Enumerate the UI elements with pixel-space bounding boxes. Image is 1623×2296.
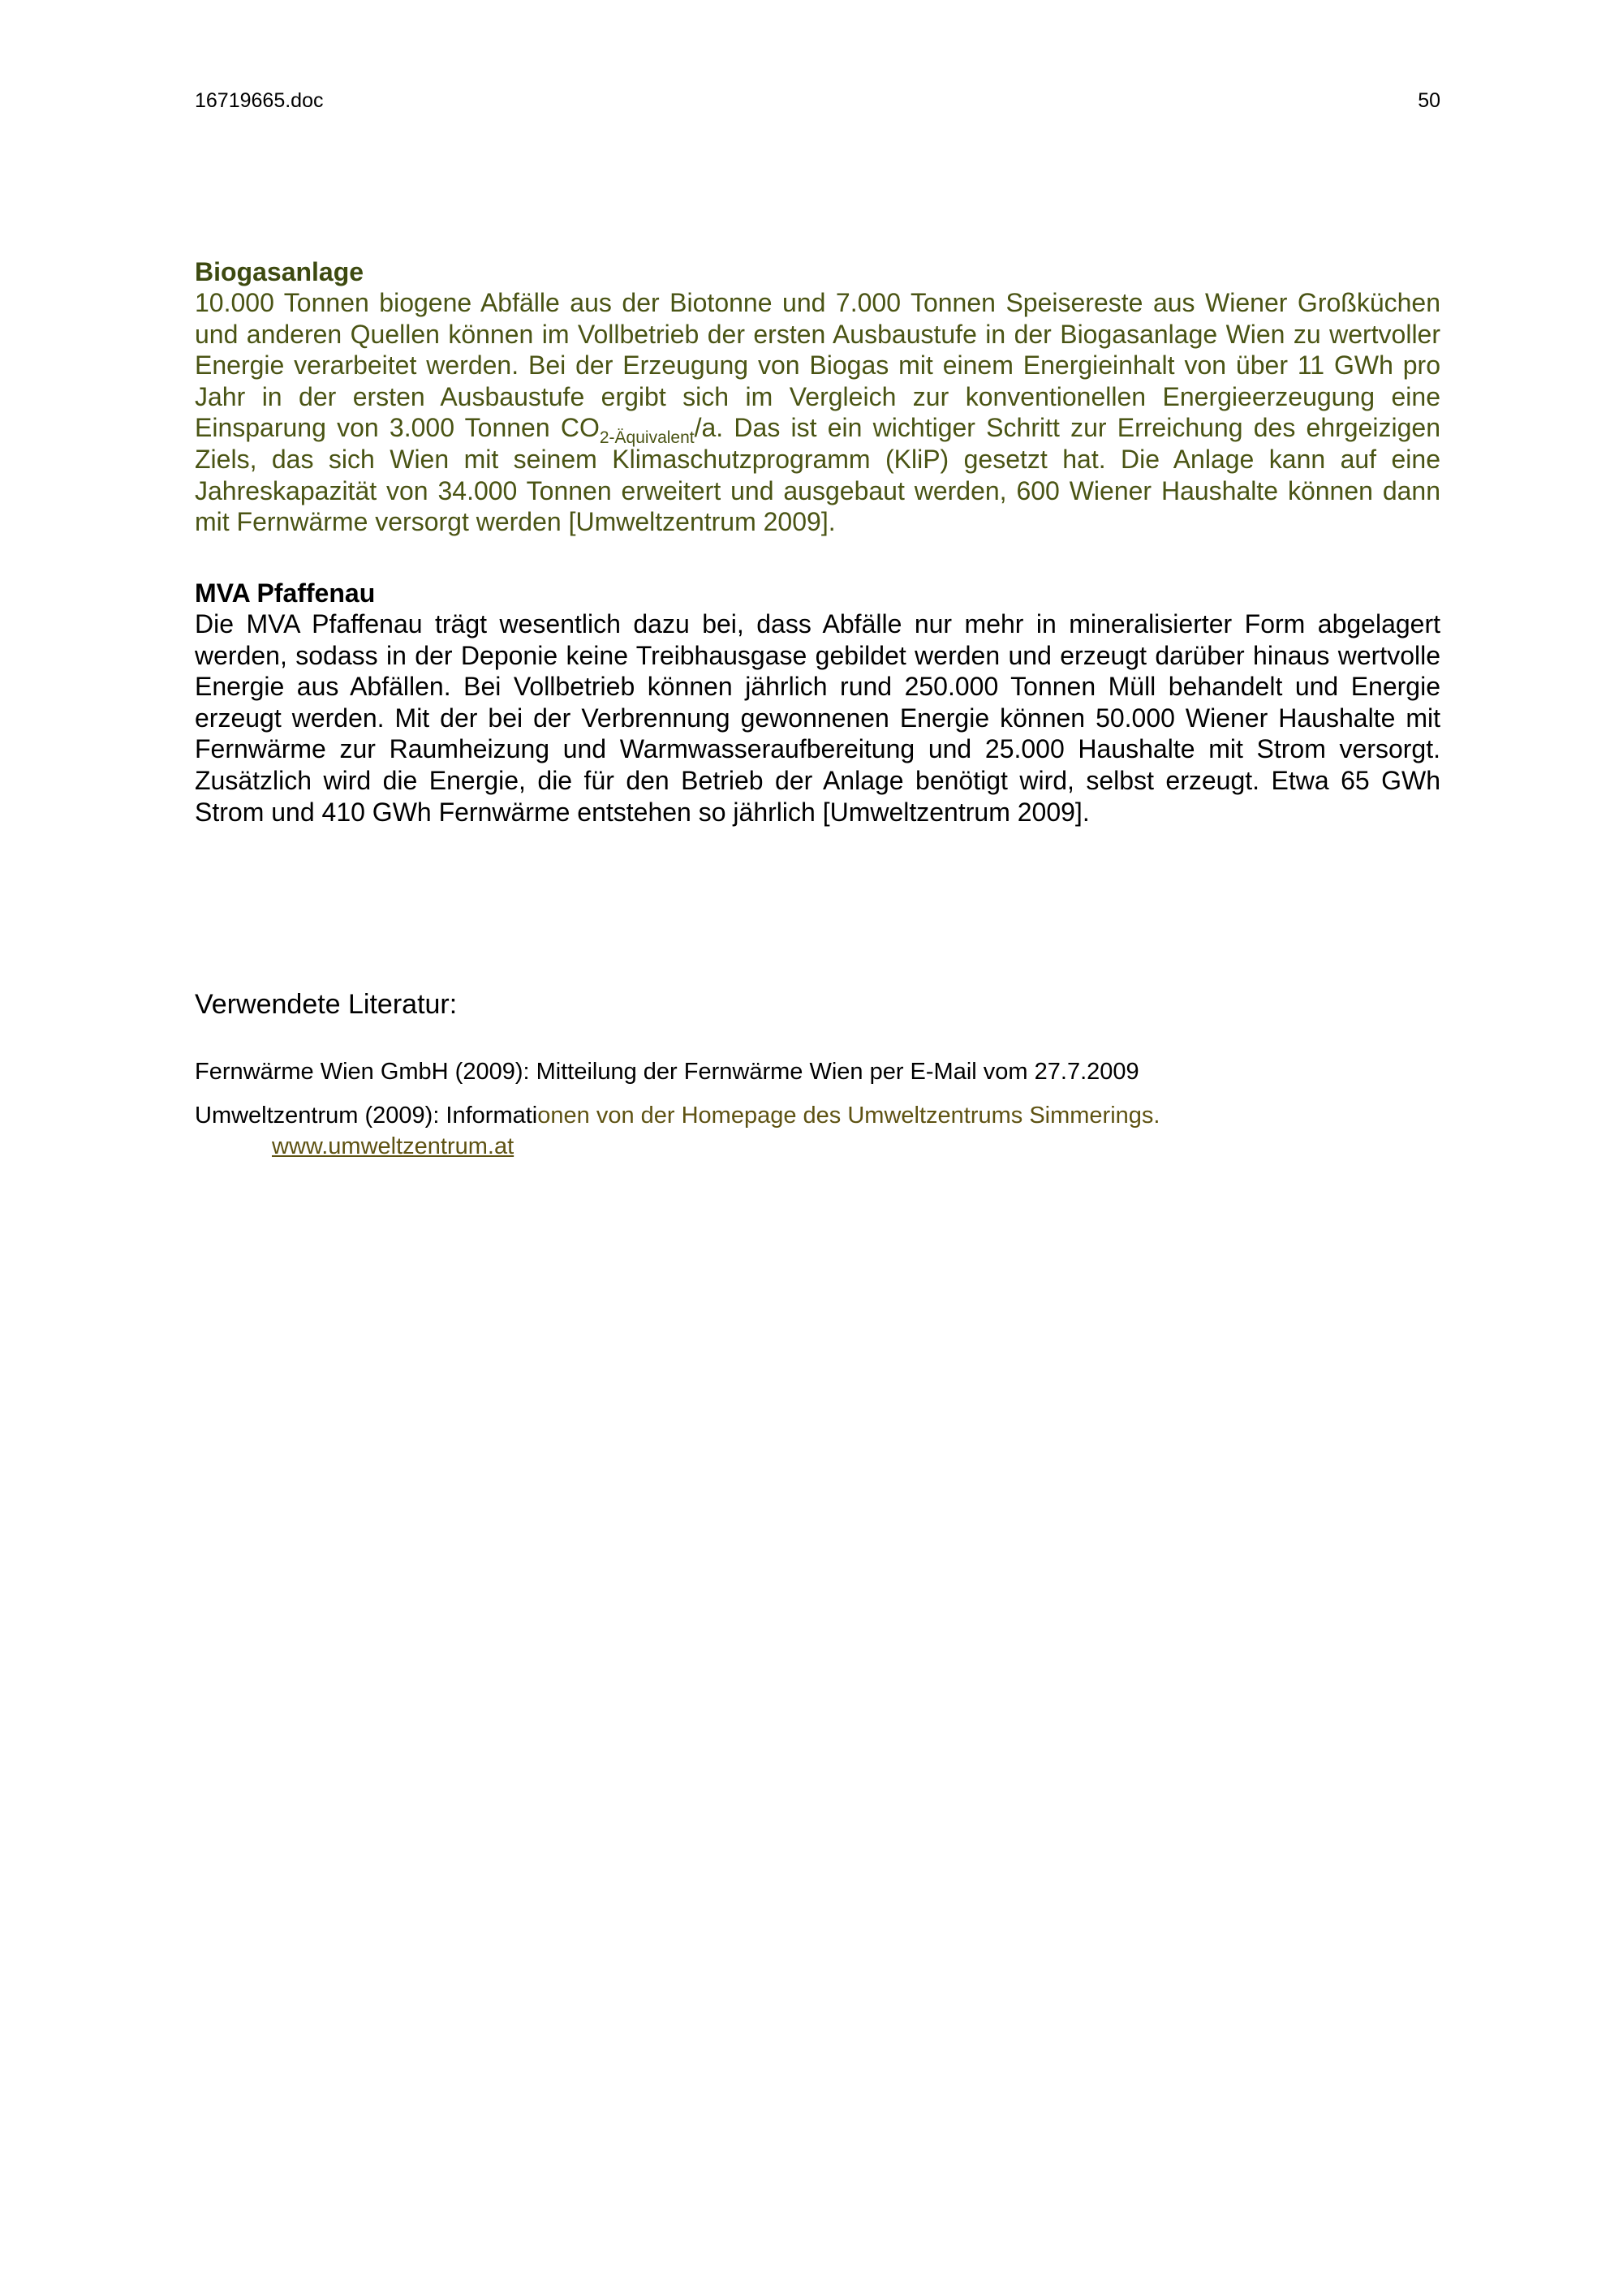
reference-text-continued: onen von der Homepage des Umweltzentrums Simmerings. <box>537 1103 1160 1129</box>
section-biogasanlage <box>195 256 1440 538</box>
references-title: Verwendete Literatur: <box>195 989 458 1020</box>
biogas-text-part1: 10.000 Tonnen biogene Abfälle aus der Biotonne und 7.000 Tonnen Speisereste aus Wiener Großküchen und anderen Quellen können im Vollbetrieb der ersten Ausbaustufe in der Biogasanlage Wien zu wertvoller Energie verarbeitet werden. Bei der Erzeugung von Biogas mit einem Energieinhalt von über 11 GWh pro Jahr in der ersten Ausbaustufe ergibt sich im Vergleich zur konventionellen Energieerzeugung eine Einsparung von 3.000 Tonnen CO <box>195 288 1440 443</box>
section-heading-mva-pfaffenau: MVA Pfaffenau <box>195 578 376 608</box>
section-body-biogasanlage <box>195 287 1440 538</box>
reference-link[interactable]: www.umweltzentrum.at <box>272 1133 514 1159</box>
section-heading-biogasanlage: Biogasanlage <box>195 257 364 286</box>
page-number: 50 <box>1418 89 1440 112</box>
co2-subscript: 2-Äquivalent <box>599 428 695 448</box>
reference-item <box>195 1100 1440 1162</box>
references-section <box>195 988 1440 1175</box>
section-mva-pfaffenau <box>195 578 1440 828</box>
reference-text: Umweltzentrum (2009): Informati <box>195 1103 538 1129</box>
section-body-mva-pfaffenau: Die MVA Pfaffenau trägt wesentlich dazu bei, dass Abfälle nur mehr in mineralisierter Form abgelagert werden, sodass in der Deponie keine Treibhausgase gebildet werden und erzeugt darüber hinaus wertvolle Energie aus Abfällen. Bei Vollbetrieb können jährlich rund 250.000 Tonnen Müll behandelt und Energie erzeugt werden. Mit der bei der Verbrennung gewonnenen Energie können 50.000 Wiener Haushalte mit Fernwärme zur Raumheizung und Warmwasseraufbereitung und 25.000 Haushalte mit Strom versorgt. Zusätzlich wird die Energie, die für den Betrieb der Anlage benötigt wird, selbst erzeugt. Etwa 65 GWh Strom und 410 GWh Fernwärme entstehen so jährlich [Umweltzentrum 2009]. <box>195 609 1440 827</box>
biogas-text-part2: /a. Das ist ein wichtiger Schritt zur Erreichung des ehrgeizigen Ziels, das sich Wien mit seinem Klimaschutzprogramm (KliP) gesetzt hat. Die Anlage kann auf eine Jahreskapazität von 34.000 Tonnen erweitert und ausgebaut werden, 600 Wiener Haushalte können dann mit Fernwärme versorgt werden [Umweltzentrum 2009]. <box>195 413 1441 537</box>
document-filename: 16719665.doc <box>195 89 324 112</box>
reference-item: Fernwärme Wien GmbH (2009): Mitteilung der Fernwärme Wien per E-Mail vom 27.7.2009 <box>195 1059 1139 1085</box>
